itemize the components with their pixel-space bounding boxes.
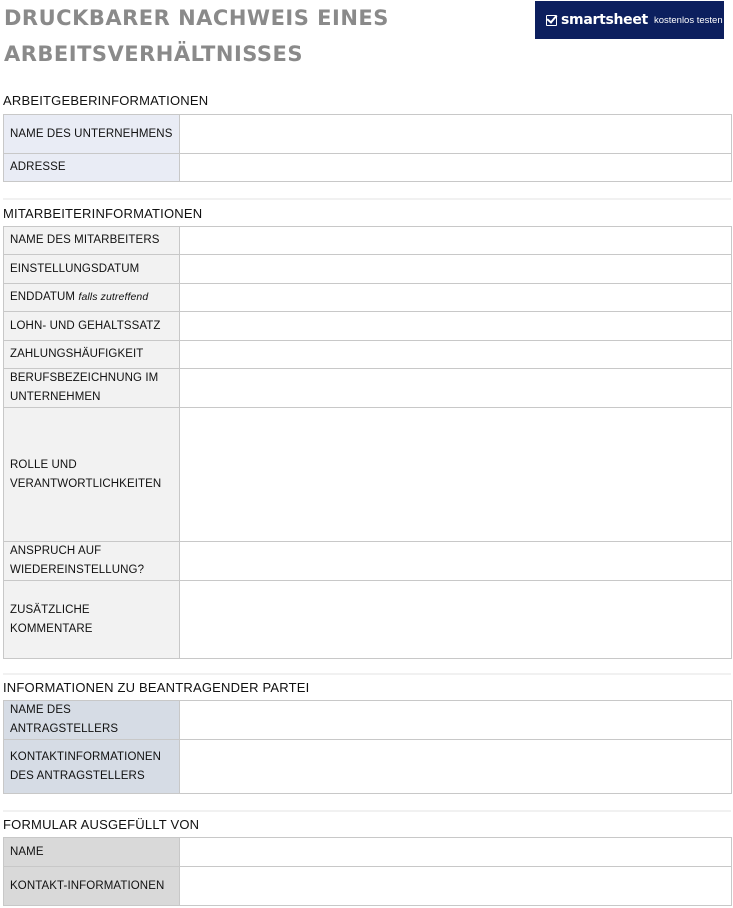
table-row [4,867,732,906]
table-row [4,408,732,542]
smartsheet-check-icon [546,15,557,26]
section-divider [3,198,731,200]
page-title [4,0,524,72]
table-row [4,740,732,794]
pay-frequency-field[interactable] [180,341,732,369]
field-label: KONTAKT-INFORMATIONEN [4,867,180,906]
completed-by-name-field[interactable] [180,838,732,867]
employee-name-field[interactable] [180,227,732,255]
comments-field[interactable] [180,581,732,659]
section-divider [3,673,731,675]
logo-cta: kostenlos testen [653,14,723,26]
field-label: NAME DES UNTERNEHMENS [4,115,180,154]
end-date-label: ENDDATUM [10,291,76,303]
table-row [4,255,732,284]
table-row [4,369,732,408]
field-label [4,284,180,312]
page-title-line-1: DRUCKBARER NACHWEIS EINES [4,6,389,30]
field-label: BERUFSBEZEICHNUNG IM UNTERNEHMEN [4,369,180,408]
section-heading-requester: INFORMATIONEN ZU BEANTRAGENDER PARTEI [3,680,310,695]
field-label: LOHN- UND GEHALTSSATZ [4,312,180,341]
end-date-field[interactable] [180,284,732,312]
table-row [4,227,732,255]
section-divider [3,810,731,812]
responsibilities-field[interactable] [180,408,732,542]
table-row [4,701,732,740]
section-heading-employer: ARBEITGEBERINFORMATIONEN [3,93,209,108]
field-label: NAME [4,838,180,867]
logo-brand: smartsheet [561,12,648,28]
end-date-note: falls zutreffend [78,291,149,303]
field-label: ZUSÄTZLICHE KOMMENTARE [4,581,180,659]
field-label: ANSPRUCH AUF WIEDEREINSTELLUNG? [4,542,180,581]
smartsheet-logo-button[interactable] [535,1,724,39]
completed-by-contact-field[interactable] [180,867,732,906]
field-label: ROLLE UND VERANTWORTLICHKEITEN [4,408,180,542]
requester-name-field[interactable] [180,701,732,740]
wage-rate-field[interactable] [180,312,732,341]
table-row [4,341,732,369]
field-label: ADRESSE [4,154,180,182]
requester-contact-field[interactable] [180,740,732,794]
company-name-field[interactable] [180,115,732,154]
field-label: ZAHLUNGSHÄUFIGKEIT [4,341,180,369]
table-row [4,115,732,154]
section-heading-completed-by: FORMULAR AUSGEFÜLLT VON [3,817,200,832]
table-row [4,581,732,659]
field-label: KONTAKTINFORMATIONEN DES ANTRAGSTELLERS [4,740,180,794]
job-title-field[interactable] [180,369,732,408]
hire-date-field[interactable] [180,255,732,284]
page-title-line-2: ARBEITSVERHÄLTNISSES [4,42,304,66]
table-row [4,312,732,341]
field-label: NAME DES ANTRAGSTELLERS [4,701,180,740]
section-heading-employee: MITARBEITERINFORMATIONEN [3,206,203,221]
table-row [4,284,732,312]
table-row [4,542,732,581]
requester-table [3,700,732,794]
table-row [4,154,732,182]
field-label: EINSTELLUNGSDATUM [4,255,180,284]
rehire-eligibility-field[interactable] [180,542,732,581]
field-label: NAME DES MITARBEITERS [4,227,180,255]
employer-table [3,114,732,182]
table-row [4,838,732,867]
employee-table [3,226,732,659]
completed-by-table [3,837,732,906]
address-field[interactable] [180,154,732,182]
